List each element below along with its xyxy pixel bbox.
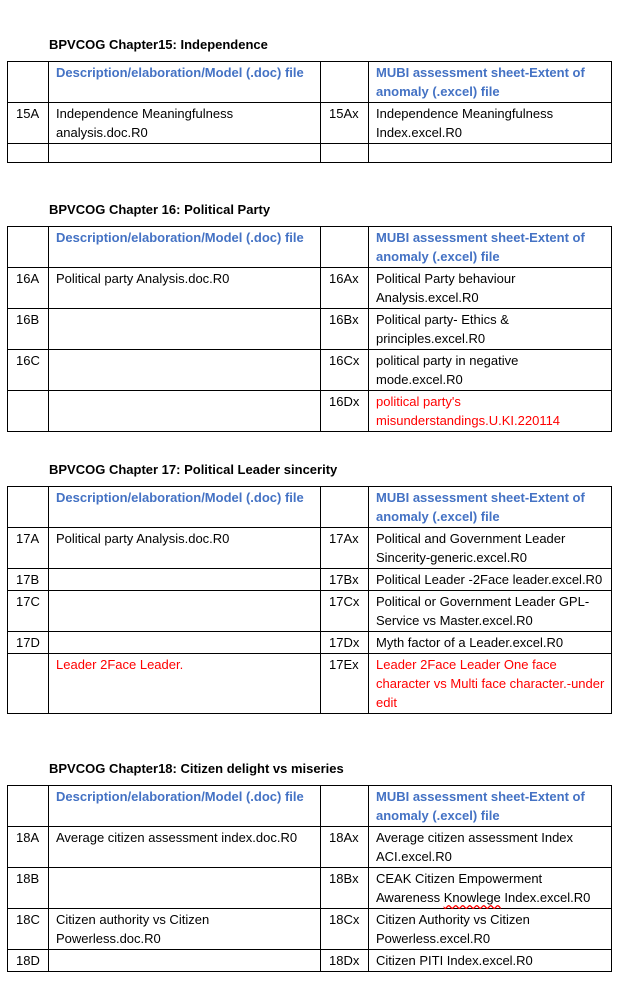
row-code-x: 16Bx: [321, 309, 369, 350]
table-row: [8, 950, 612, 972]
doc-file-cell: [49, 632, 321, 654]
doc-file-cell: [49, 391, 321, 432]
table-row: [8, 654, 612, 714]
table-header-row: [8, 487, 612, 528]
table-row: [8, 350, 612, 391]
table-row: [8, 268, 612, 309]
section-title-ch15: BPVCOG Chapter15: Independence: [49, 37, 268, 52]
row-code-x: 16Dx: [321, 391, 369, 432]
table-row: [8, 103, 612, 144]
excel-file-cell-highlighted: Leader 2Face Leader One face character vs Multi face character.-under edit: [369, 654, 612, 714]
excel-file-cell: Political Party behaviour Analysis.excel.R0: [369, 268, 612, 309]
table-row: [8, 569, 612, 591]
row-code-x: 17Dx: [321, 632, 369, 654]
doc-file-cell: [49, 350, 321, 391]
row-code-x: 15Ax: [321, 103, 369, 144]
chapter-18-table: [7, 785, 612, 972]
row-code: 18B: [8, 868, 49, 909]
section-title-ch16: BPVCOG Chapter 16: Political Party: [49, 202, 271, 217]
doc-column-header: Description/elaboration/Model (.doc) file: [49, 62, 321, 103]
table-header-row: [8, 227, 612, 268]
row-code: [8, 654, 49, 714]
row-code-x: 16Ax: [321, 268, 369, 309]
row-code: 15A: [8, 103, 49, 144]
chapter-15-table: [7, 61, 612, 163]
excel-column-header: MUBI assessment sheet-Extent of anomaly (.excel) file: [369, 62, 612, 103]
doc-file-cell: [49, 309, 321, 350]
doc-file-cell: [49, 591, 321, 632]
excel-text-post: Index.excel.R0: [500, 890, 591, 905]
table-row: [8, 391, 612, 432]
chapter-17-table: [7, 486, 612, 714]
row-code-x: 17Ax: [321, 528, 369, 569]
doc-file-cell: [49, 868, 321, 909]
table-row: [8, 827, 612, 868]
excel-file-cell: Political or Government Leader GPL- Service vs Master.excel.R0: [369, 591, 612, 632]
row-code: 18D: [8, 950, 49, 972]
section-title-ch17: BPVCOG Chapter 17: Political Leader sincerity: [49, 462, 338, 477]
table-row: [8, 528, 612, 569]
doc-file-cell: Political party Analysis.doc.R0: [49, 268, 321, 309]
doc-file-cell-highlighted: Leader 2Face Leader.: [49, 654, 321, 714]
section-title-ch18: BPVCOG Chapter18: Citizen delight vs miseries: [49, 761, 344, 776]
excel-column-header: MUBI assessment sheet-Extent of anomaly (.excel) file: [369, 786, 612, 827]
row-code-x: 18Dx: [321, 950, 369, 972]
excel-file-cell: Average citizen assessment Index ACI.excel.R0: [369, 827, 612, 868]
excel-file-cell: Citizen PITI Index.excel.R0: [369, 950, 612, 972]
excel-file-cell: Political Leader -2Face leader.excel.R0: [369, 569, 612, 591]
table-row: [8, 309, 612, 350]
row-code-x: 17Cx: [321, 591, 369, 632]
table-row: [8, 591, 612, 632]
row-code: 17B: [8, 569, 49, 591]
doc-file-cell: Citizen authority vs Citizen Powerless.doc.R0: [49, 909, 321, 950]
excel-column-header: MUBI assessment sheet-Extent of anomaly (.excel) file: [369, 227, 612, 268]
doc-column-header: Description/elaboration/Model (.doc) file: [49, 487, 321, 528]
excel-file-cell: Myth factor of a Leader.excel.R0: [369, 632, 612, 654]
chapter-16-table: [7, 226, 612, 432]
excel-file-cell: Political party- Ethics & principles.excel.R0: [369, 309, 612, 350]
doc-file-cell: Average citizen assessment index.doc.R0: [49, 827, 321, 868]
row-code: 17D: [8, 632, 49, 654]
excel-text-pre: CEAK Citizen Empowerment Awareness: [376, 871, 543, 905]
excel-file-cell: [369, 868, 612, 909]
doc-file-cell: [49, 950, 321, 972]
doc-file-cell: Independence Meaningfulness analysis.doc.R0: [49, 103, 321, 144]
excel-file-cell: Political and Government Leader Sincerity-generic.excel.R0: [369, 528, 612, 569]
doc-column-header: Description/elaboration/Model (.doc) file: [49, 227, 321, 268]
row-code: 17C: [8, 591, 49, 632]
row-code-x: 18Ax: [321, 827, 369, 868]
excel-file-cell-highlighted: political party's misunderstandings.U.KI.220114: [369, 391, 612, 432]
row-code: 16C: [8, 350, 49, 391]
row-code: 17A: [8, 528, 49, 569]
row-code-x: 17Bx: [321, 569, 369, 591]
excel-file-cell: political party in negative mode.excel.R0: [369, 350, 612, 391]
row-code: 18C: [8, 909, 49, 950]
table-header-row: [8, 62, 612, 103]
table-row: [8, 632, 612, 654]
row-code-x: 16Cx: [321, 350, 369, 391]
spelling-error-word: Knowlege: [443, 890, 501, 905]
excel-column-header: MUBI assessment sheet-Extent of anomaly (.excel) file: [369, 487, 612, 528]
doc-file-cell: [49, 569, 321, 591]
table-row: [8, 144, 612, 163]
row-code: [8, 391, 49, 432]
doc-column-header: Description/elaboration/Model (.doc) file: [49, 786, 321, 827]
row-code: 16A: [8, 268, 49, 309]
row-code: 16B: [8, 309, 49, 350]
table-row: [8, 909, 612, 950]
row-code-x: 18Cx: [321, 909, 369, 950]
table-header-row: [8, 786, 612, 827]
row-code-x: 17Ex: [321, 654, 369, 714]
excel-file-cell: Independence Meaningfulness Index.excel.R0: [369, 103, 612, 144]
doc-file-cell: Political party Analysis.doc.R0: [49, 528, 321, 569]
row-code: 18A: [8, 827, 49, 868]
table-row: [8, 868, 612, 909]
excel-file-cell: Citizen Authority vs Citizen Powerless.excel.R0: [369, 909, 612, 950]
row-code-x: 18Bx: [321, 868, 369, 909]
